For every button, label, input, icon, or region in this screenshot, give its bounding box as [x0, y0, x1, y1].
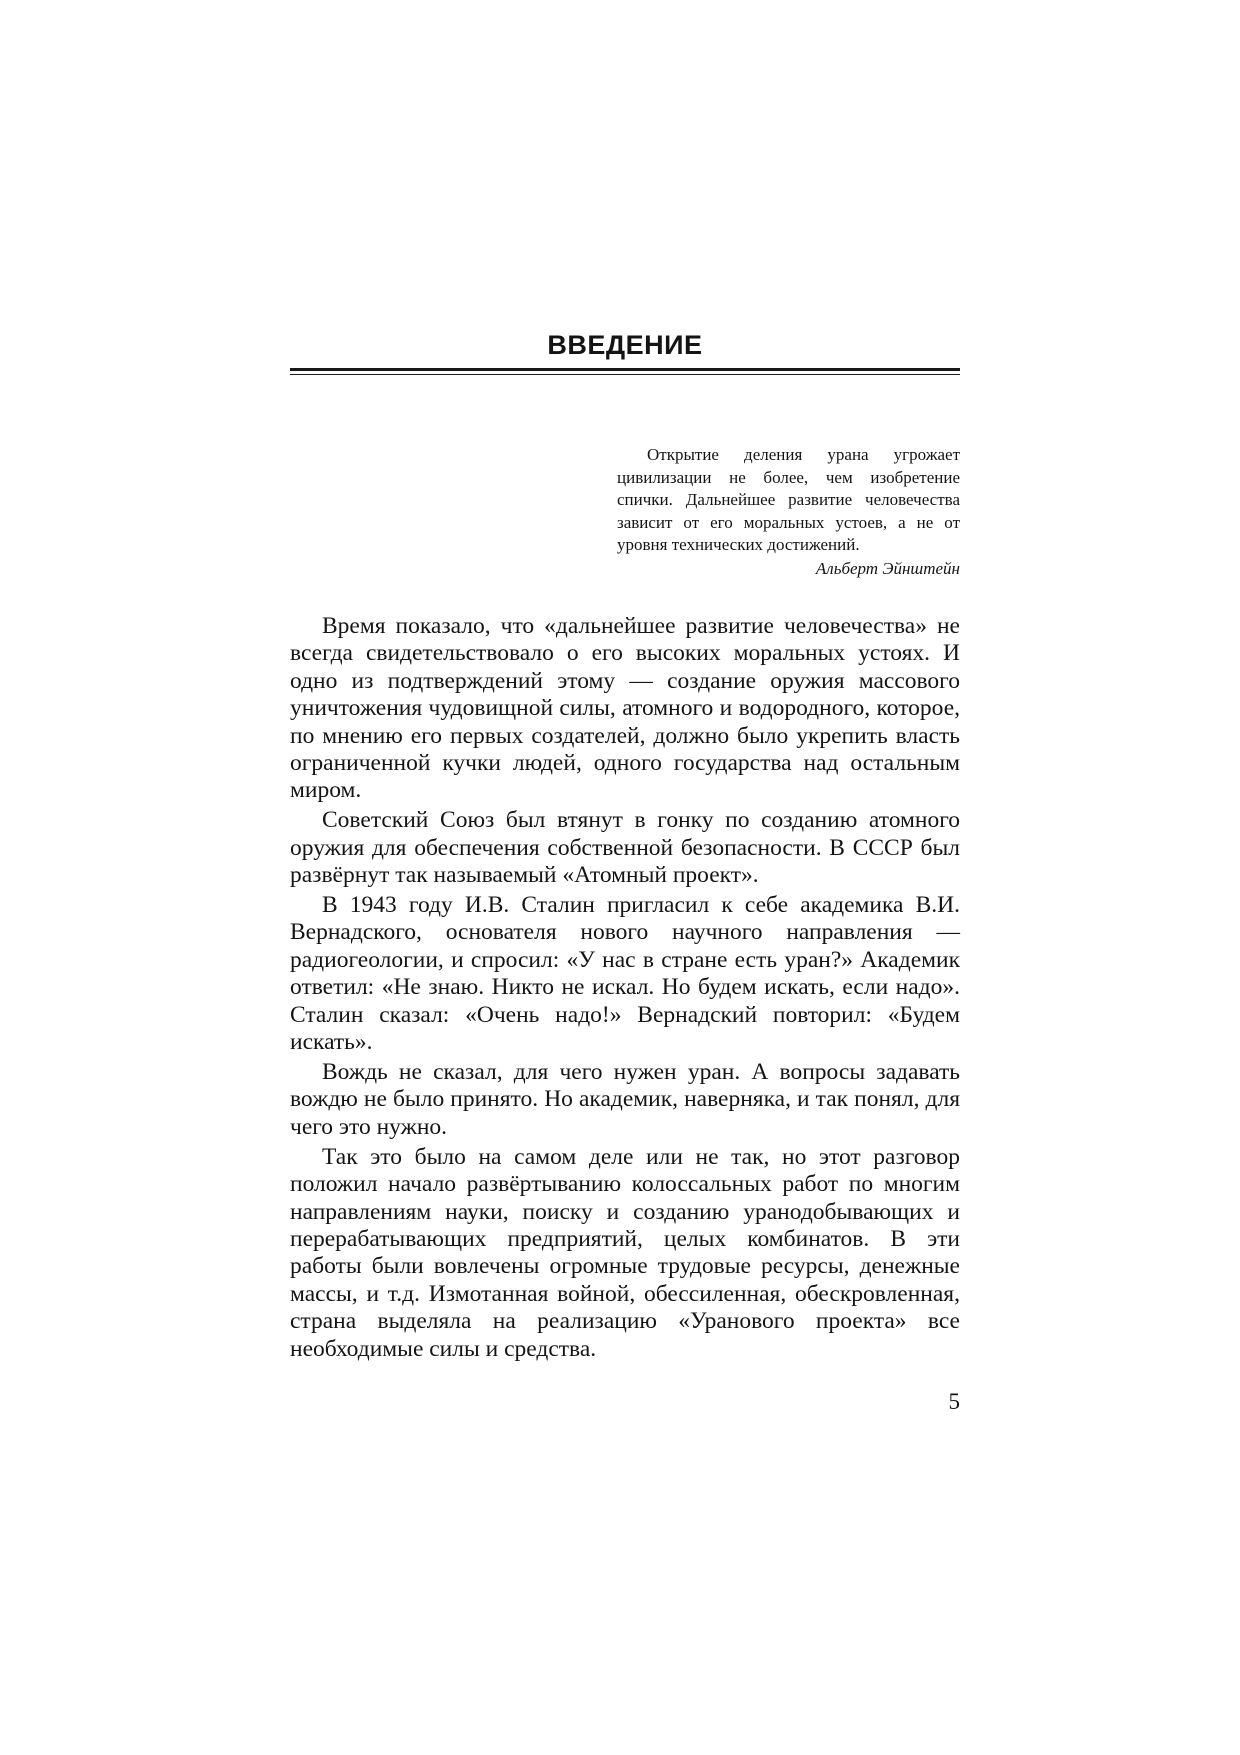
paragraph: Советский Союз был втянут в гонку по созданию атомного оружия для обеспечения собственной безопасности. В СССР был развёрнут так называемый «Атомный проект». — [290, 807, 960, 889]
chapter-title: ВВЕДЕНИЕ — [547, 330, 703, 360]
body-text — [290, 613, 960, 1365]
paragraph: Вождь не сказал, для чего нужен уран. А вопросы задавать вождю не было принято. Но академик, наверняка, и так понял, для чего это нужно. — [290, 1059, 960, 1140]
book-page — [290, 0, 960, 1755]
paragraph: Так это было на самом деле или не так, но этот разговор положил начало развёртыванию колоссальных работ по многим направлениям науки, поиску и созданию уранодобывающих и перерабатывающих предприятий, целых комбинатов. В эти работы были вовлечены огромные трудовые ресурсы, денежные массы, и т.д. Измотанная войной, обессиленная, обескровленная, страна выделяла на реализацию «Уранового проекта» все необходимые силы и средства. — [290, 1143, 960, 1362]
epigraph-quote: Открытие деления урана угрожает цивилизации не более, чем изобретение спички. Дальнейшее развитие человечества зависит от его моральных устоев, а не от уровня технических достижений. — [617, 445, 960, 554]
title-rule-thin — [290, 374, 960, 375]
epigraph-author: Альберт Эйнштейн — [815, 558, 960, 578]
paragraph: Время показало, что «дальнейшее развитие человечества» не всегда свидетельствовало о его высоких моральных устоях. И одно из подтверждений этому — создание оружия массового уничтожения чудовищной силы, атомного и водородного, которое, по мнению его первых создателей, должно было укрепить власть ограниченной кучки людей, одного государства над остальным миром. — [290, 613, 960, 804]
paragraph: В 1943 году И.В. Сталин пригласил к себе академика В.И. Вернадского, основателя нового научного направления — радиогеологии, и спросил: «У нас в стране есть уран?» Академик ответил: «Не знаю. Никто не искал. Но будем искать, если надо». Сталин сказал: «Очень надо!» Вернадский повторил: «Будем искать». — [290, 892, 960, 1056]
page-number: 5 — [948, 1389, 960, 1414]
title-rule-thick — [290, 368, 960, 371]
epigraph — [617, 444, 960, 580]
